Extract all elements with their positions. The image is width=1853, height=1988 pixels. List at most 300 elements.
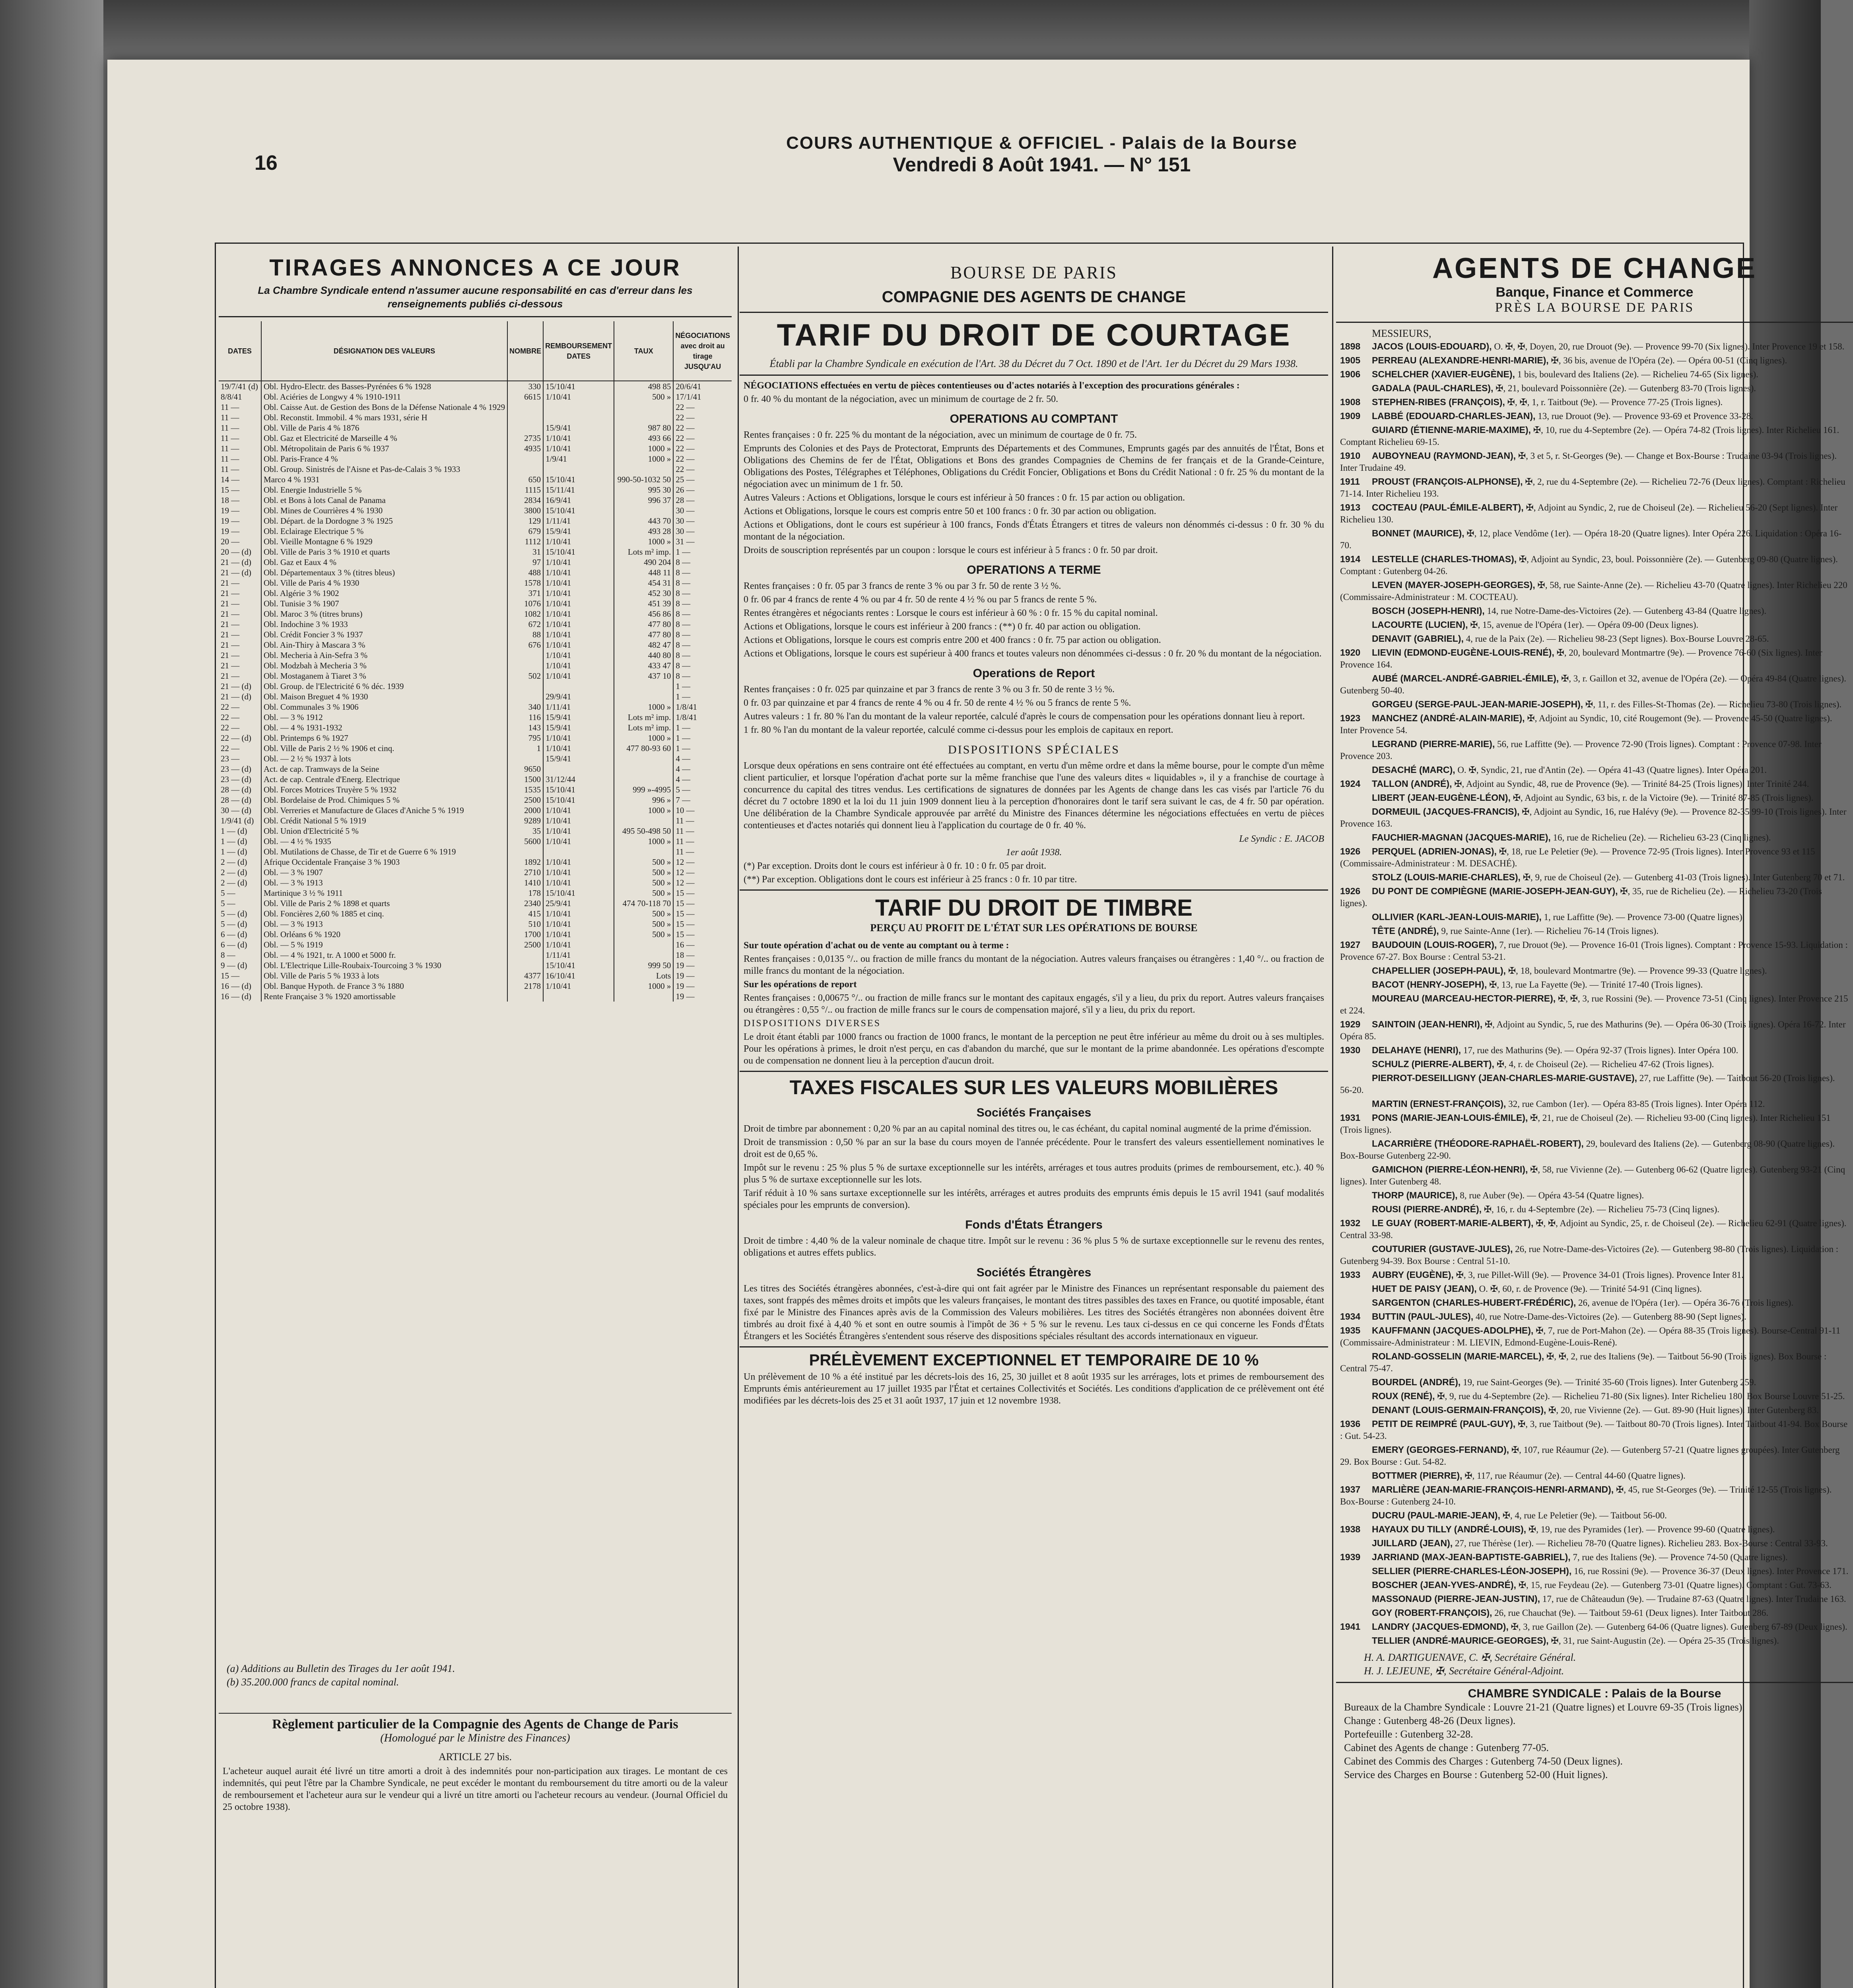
table-cell: 12 — <box>676 857 695 867</box>
table-cell: 5 — (d) <box>219 909 261 919</box>
table-row <box>219 629 732 640</box>
agent-name: PERQUEL (ADRIEN-JONAS), <box>1372 846 1497 856</box>
table-cell: 1/10/41 <box>543 650 614 660</box>
chambre-line: Cabinet des Agents de change : Gutenberg 77-05. <box>1344 1742 1549 1753</box>
table-cell: 18 — <box>676 950 695 960</box>
table-cell: 22 — <box>676 433 695 443</box>
table-cell: 22 — <box>676 413 695 422</box>
table-cell: 15 — <box>676 888 695 898</box>
agent-name: BAUDOUIN (LOUIS-ROGER), <box>1372 940 1497 950</box>
table-cell: 22 — <box>219 712 261 722</box>
list-item <box>1340 424 1849 448</box>
list-item <box>1340 1593 1849 1605</box>
table-cell: Obl. Aciéries de Longwy 4 % 1910-1911 <box>261 392 507 402</box>
table-cell: Lots m² imp. <box>614 712 673 722</box>
table-cell: 1 — (d) <box>219 846 261 857</box>
table-row <box>219 846 732 857</box>
table-cell: 433 47 <box>614 660 673 671</box>
table-cell: 15/11/41 <box>543 485 614 495</box>
table-cell: 16 — (d) <box>219 981 261 991</box>
agent-details: ✠, 31, rue Saint-Augustin (2e). — Opéra 25-35 (Trois lignes). <box>1551 1636 1779 1646</box>
table-cell: 25 — <box>676 475 695 484</box>
prelevement-text: Un prélèvement de 10 % a été institué par les décrets-lois des 16, 25, 30 juillet et 8 août 1935 sur les arrérages, lots et primes de remboursement des Emprunts émis antérieurement au 17 juillet 1935 par l'État et certaines Collectivités et Sociétés. Les conditions d'application de ce prélèvement ont été modifiées par les décrets-lois des 25 et 31 août 1937, 17 juin et 12 novembre 1938. <box>744 1372 1324 1406</box>
table-row <box>219 702 732 712</box>
table-cell: 1/10/41 <box>543 640 614 650</box>
divider <box>1336 322 1853 323</box>
agent-year: 1914 <box>1340 554 1361 564</box>
table-cell: 11 — <box>676 837 694 846</box>
table-cell: 30 — <box>676 506 695 515</box>
agent-name: ROUX (RENÉ), <box>1372 1391 1435 1401</box>
agent-name: LACOURTE (LUCIEN), <box>1372 619 1468 630</box>
agent-name: PIERROT-DESEILLIGNY (JEAN-CHARLES-MARIE-GUSTAVE), <box>1372 1073 1637 1083</box>
table-row <box>219 402 732 412</box>
table-cell: 19 — <box>676 961 695 970</box>
table-cell: 1/10/41 <box>543 836 614 846</box>
table-cell: 15 — <box>676 930 695 939</box>
table-cell: 451 39 <box>614 598 673 609</box>
table-cell: 498 85 <box>614 381 673 392</box>
table-cell: 371 <box>507 588 543 598</box>
list-item <box>1340 1269 1849 1281</box>
table-cell <box>507 753 543 764</box>
table-cell: 23 — (d) <box>219 764 261 774</box>
table-cell: 16 — <box>676 940 695 949</box>
paragraph: Droit de transmission : 0,50 % par an sur la base du cours moyen de l'année précédente. Pour le transfert des valeurs essentiellement nominatives le droit est de 0,65 %. <box>744 1137 1324 1159</box>
table-cell: 4377 <box>507 971 543 981</box>
table-cell: 19/7/41 (d) <box>219 381 261 392</box>
table-row <box>219 578 732 588</box>
agent-year: 1932 <box>1340 1218 1361 1228</box>
table-cell: Obl. Gaz et Electricité de Marseille 4 % <box>261 433 507 443</box>
secretary-line: H. J. LEJEUNE, ✠, Secrétaire Général-Adjoint. <box>1364 1665 1564 1677</box>
table-cell: 8 — <box>676 650 691 660</box>
table-cell: 21 — <box>219 650 261 660</box>
agent-details: ✠, Adjoint au Syndic, 5, rue des Mathurins (9e). — Opéra 06-30 (Trois lignes). Opéra 16-72. Inter Opéra 85. <box>1340 1019 1846 1041</box>
table-cell: 15/10/41 <box>543 795 614 805</box>
table-cell: 116 <box>507 712 543 722</box>
agent-details: ✠, 3, rue Pillet-Will (9e). — Provence 34-01 (Trois lignes). Provence Inter 81. <box>1456 1270 1744 1280</box>
table-cell: 19 — <box>219 516 261 526</box>
table-row <box>219 867 732 878</box>
table-cell: 23 — <box>219 753 261 764</box>
table-cell: 1/10/41 <box>543 909 614 919</box>
timbre-h2: Sur les opérations de report <box>744 979 857 990</box>
table-cell: 1000 » <box>614 443 673 454</box>
table-row <box>219 909 732 919</box>
table-cell: 9289 <box>507 815 543 826</box>
table-cell: Lots <box>614 971 673 981</box>
table-cell: 1/10/41 <box>543 598 614 609</box>
timbre-t1: Rentes françaises : 0,0135 °/.. ou fraction de mille francs du montant de la négociation. Autres valeurs françaises ou étrangères : 1,40 °/.. ou fraction de mille francs du montant de la négociation. <box>744 954 1324 976</box>
table-row <box>219 826 732 836</box>
courtage-company: COMPAGNIE DES AGENTS DE CHANGE <box>882 288 1186 306</box>
table-cell: 795 <box>507 733 543 743</box>
agent-details: 4, rue de la Paix (2e). — Richelieu 98-23 (Sept lignes). Box-Bourse Louvre 28-65. <box>1466 634 1769 644</box>
table-cell: 8 — <box>676 588 691 598</box>
table-cell: Lots m² imp. <box>614 547 673 557</box>
table-cell: 1/10/41 <box>543 733 614 743</box>
table-cell: 8 — <box>676 671 691 681</box>
agent-name: DESACHÉ (MARC), <box>1372 765 1455 775</box>
table-cell: 23 — (d) <box>219 774 261 784</box>
taxes-h2: Fonds d'États Étrangers <box>965 1218 1103 1231</box>
agent-details: ✠, 15, avenue de l'Opéra (1er). — Opéra 09-00 (Deux lignes). <box>1470 620 1699 630</box>
tarifs-column <box>740 247 1328 1988</box>
agent-details: ✠, ✠, 1, r. Taitbout (9e). — Provence 77-25 (Trois lignes). <box>1507 397 1723 407</box>
agent-details: 26, rue Notre-Dame-des-Victoires (2e). — Gutenberg 98-80 (Trois lignes). Liquidation : Gutenberg 94-39. Box Bourse : Central 51-10. <box>1340 1244 1839 1266</box>
table-row <box>219 505 732 516</box>
table-cell: 21 — <box>219 598 261 609</box>
list-item <box>1340 885 1849 909</box>
table-cell <box>507 454 543 464</box>
table-cell: 15/9/41 <box>543 423 614 433</box>
agent-details: ✠, 3, r. Gaillon et 32, avenue de l'Opéra (2e). — Opéra 49-84 (Quatre lignes). Gutenberg 50-40. <box>1340 674 1846 695</box>
table-cell: Obl. — 4 % 1921, tr. A 1000 et 5000 fr. <box>261 950 507 960</box>
list-item <box>1340 925 1849 937</box>
table-cell: 30 — <box>676 516 695 526</box>
table-cell: 1500 <box>507 774 543 784</box>
agent-name: TÊTE (ANDRÉ), <box>1372 926 1439 936</box>
table-cell: Obl. Indochine 3 % 1933 <box>261 619 507 629</box>
paragraph: Actions et Obligations, lorsque le cours est supérieur à 400 francs et toutes valeurs non dénommées ci-dessus : 0 fr. 20 % du montant de la négociation. <box>744 648 1322 659</box>
agent-year: 1906 <box>1340 369 1361 379</box>
list-item <box>1340 527 1849 551</box>
table-cell: Obl. Gaz et Eaux 4 % <box>261 557 507 567</box>
table-cell: 477 80-93 60 <box>614 743 673 753</box>
table-cell: 474 70-118 70 <box>614 898 673 909</box>
agent-name: JUILLARD (JEAN), <box>1372 1538 1453 1548</box>
agent-name: PETIT DE REIMPRÉ (PAUL-GUY), <box>1372 1419 1516 1429</box>
table-cell: 330 <box>507 381 543 392</box>
table-cell: 12 — <box>676 878 695 887</box>
table-cell: 15/10/41 <box>543 505 614 516</box>
table-cell: Obl. et Bons à lots Canal de Panama <box>261 495 507 505</box>
list-item <box>1340 738 1849 762</box>
table-cell: 500 » <box>614 867 673 878</box>
table-cell: 1 — (d) <box>219 836 261 846</box>
courtage-signed: Le Syndic : E. JACOB <box>1239 834 1324 844</box>
table-row <box>219 588 732 598</box>
table-cell: Obl. — 2 ½ % 1937 à lots <box>261 753 507 764</box>
list-item <box>1340 845 1849 870</box>
table-cell: 995 30 <box>614 485 673 495</box>
table-cell: 999 »-4995 <box>614 784 673 795</box>
table-cell <box>543 681 614 691</box>
table-cell: 1082 <box>507 609 543 619</box>
dispositions-text: Lorsque deux opérations en sens contraire ont été effectuées au comptant, en vertu d'un même ordre et dans la même bourse, pour le compte d'un même client particulier, et lorsque l'opération d'achat porte sur la même franchise que l'une des valeurs dites « liquidables », il y a franchise de courtage à concurrence du capital des titres vendus. Les certifications de signatures de données par les Agents de change dans les cas visés par l'article 76 du décret du 7 octobre 1890 et la loi du 11 juin 1909 donnent lieu à la perception d'honoraires dont le tarif sera suivant le cas, de 4 fr. 50 par opération. Une délibération de la Chambre Syndicale approuvée par arrêté du Ministre des Finances détermine les négociations effectuées en vertu de pièces contentieuses et d'actes notariés qui donnent lieu à l'application du courtage de 0 fr. 40 %. <box>744 761 1324 831</box>
list-item <box>1340 605 1849 617</box>
list-item <box>1340 501 1849 526</box>
table-cell: 7 — <box>676 795 691 805</box>
agent-name: DU PONT DE COMPIÈGNE (MARIE-JOSEPH-JEAN-GUY), <box>1372 886 1618 896</box>
table-cell: 440 80 <box>614 650 673 660</box>
table-cell: 1/10/41 <box>543 981 614 991</box>
table-cell: 1/10/41 <box>543 660 614 671</box>
table-cell: 1/10/41 <box>543 392 614 402</box>
table-cell: 2834 <box>507 495 543 505</box>
agents-column <box>1336 247 1853 1988</box>
agent-details: ✠, ✠, 3, rue Rossini (9e). — Provence 73-51 (Cinq lignes). Inter Provence 215 et 224. <box>1340 994 1848 1015</box>
table-row <box>219 650 732 660</box>
taxes-title: TAXES FISCALES SUR LES VALEURS MOBILIÈRES <box>789 1076 1278 1099</box>
table-cell: 8 — <box>676 557 691 567</box>
table-cell <box>507 950 543 960</box>
agent-year: 1934 <box>1340 1311 1361 1322</box>
secretary-line: H. A. DARTIGUENAVE, C. ✠, Secrétaire Général. <box>1364 1652 1576 1663</box>
table-cell: 8 — <box>676 630 691 639</box>
table-cell: 11 — <box>676 847 694 856</box>
table-cell: 500 » <box>614 878 673 888</box>
list-item <box>1340 1537 1849 1549</box>
table-cell: Obl. Reconstit. Immobil. 4 % mars 1931, série H <box>261 412 507 423</box>
taxes-t2: Droit de timbre : 4,40 % de la valeur nominale de chaque titre. Impôt sur le revenu : 36 % plus 5 % de surtaxe exceptionnelle sur le revenu des rentes, obligations et autres effets publics. <box>744 1236 1324 1258</box>
table-cell: 1 — <box>676 733 691 743</box>
list-item <box>1340 1324 1849 1349</box>
table-cell: 15/9/41 <box>543 722 614 733</box>
table-cell: 20 — (d) <box>219 547 261 557</box>
agent-name: LANDRY (JACQUES-EDMOND), <box>1372 1621 1509 1632</box>
agent-details: 7, rue des Italiens (9e). — Provence 74-50 (Quatre lignes). <box>1573 1552 1788 1562</box>
agent-details: ✠, Adjoint au Syndic, 10, cité Rougemont (9e). — Provence 45-50 (Quatre lignes). Inter Provence 54. <box>1340 713 1832 735</box>
table-cell: Obl. Bordelaise de Prod. Chimiques 5 % <box>261 795 507 805</box>
table-cell: 15 — <box>676 909 695 918</box>
agent-name: BONNET (MAURICE), <box>1372 528 1465 538</box>
section-comptant: OPERATIONS AU COMPTANT <box>950 412 1118 425</box>
table-cell <box>614 753 673 764</box>
table-cell: Obl. Caisse Aut. de Gestion des Bons de la Défense Nationale 4 % 1929 <box>261 402 507 412</box>
table-cell: 21 — <box>219 629 261 640</box>
agent-name: ROUSI (PIERRE-ANDRÉ), <box>1372 1204 1482 1214</box>
table-cell: 20 — <box>219 536 261 547</box>
agent-name: DELAHAYE (HENRI), <box>1372 1045 1461 1055</box>
col-header-dates: DATES <box>219 321 261 381</box>
table-cell: 1 — <box>676 744 691 753</box>
table-cell: 454 31 <box>614 578 673 588</box>
table-cell: 500 » <box>614 919 673 929</box>
table-cell <box>507 960 543 971</box>
list-item <box>1340 1418 1849 1442</box>
table-cell: 6 — (d) <box>219 929 261 940</box>
table-cell: 15/9/41 <box>543 526 614 536</box>
table-cell: 6615 <box>507 392 543 402</box>
agent-details: 56, rue Laffitte (9e). — Provence 72-90 (Trois lignes). Comptant : Provence 07-98. Inter Provence 203. <box>1340 739 1822 761</box>
table-cell: 11 — <box>219 443 261 454</box>
table-cell: 1/10/41 <box>543 609 614 619</box>
table-cell: Obl. Ville de Paris 3 % 1910 et quarts <box>261 547 507 557</box>
list-item <box>1340 698 1849 711</box>
agent-details: ✠, Adjoint au Syndic, 48, rue de Provence (9e). — Trinité 84-25 (Trois lignes). Inter Trinité 244. <box>1454 779 1809 789</box>
list-item <box>1340 553 1849 577</box>
table-cell: 11 — <box>676 826 694 836</box>
table-cell <box>614 464 673 474</box>
table-cell: Obl. Départementaux 3 % (titres bleus) <box>261 567 507 578</box>
agent-name: FAUCHIER-MAGNAN (JACQUES-MARIE), <box>1372 832 1551 843</box>
table-cell: 676 <box>507 640 543 650</box>
paragraph: Rentes étrangères et négociants rentes : Lorsque le cours est inférieur à 60 % : 0 fr. 15 % du capital nominal. <box>744 608 1158 618</box>
table-row <box>219 443 732 454</box>
table-row <box>219 971 732 981</box>
table-row <box>219 805 732 815</box>
table-cell: 4 — <box>676 754 691 763</box>
table-cell: 21 — (d) <box>219 691 261 702</box>
agent-name: OLLIVIER (KARL-JEAN-LOUIS-MARIE), <box>1372 912 1542 922</box>
table-cell: 15/10/41 <box>543 381 614 392</box>
table-cell: 16/10/41 <box>543 971 614 981</box>
table-cell: 1115 <box>507 485 543 495</box>
taxes-t3: Les titres des Sociétés étrangères abonnées, c'est-à-dire qui ont fait agréer par le Ministre des Finances un représentant responsable du paiement des taxes, sont frappés des mêmes droits et impôts que les valeurs françaises, le montant des titres passibles des taxes en France, ou quotité imposable, étant fixé par le Ministre des Finances après avis de la Commission des Valeurs mobilières. Les titres des Sociétés étrangères non abonnées doivent être timbrés au droit fixé à 4,40 % et sont en outre soumis à l'impôt de 36 + 5 % sur le revenu. Les taux ci-dessus en ce qui concerne les Fonds d'États Étrangers et les Sociétés Étrangères s'entendent sous réserve des dispositions spéciales résultant des accords internationaux en vigueur. <box>744 1283 1324 1342</box>
table-cell: 14 — <box>219 474 261 485</box>
tirages-footnotes <box>227 1662 724 1689</box>
table-cell: 1/11/41 <box>543 702 614 712</box>
agent-details: ✠, 11, r. des Filles-St-Thomas (2e). — Richelieu 73-80 (Trois lignes). <box>1585 699 1842 709</box>
table-cell: 2000 <box>507 805 543 815</box>
table-cell: 415 <box>507 909 543 919</box>
table-row <box>219 516 732 526</box>
table-cell: Obl. — 3 % 1913 <box>261 878 507 888</box>
agent-details: ✠, 107, rue Réaumur (2e). — Gutenberg 57-21 (Quatre lignes groupées). Inter Gutenberg 29. Box Bourse : Gut. 54-82. <box>1340 1445 1840 1467</box>
list-item <box>1340 1444 1849 1468</box>
list-item <box>1340 992 1849 1017</box>
agent-details: ✠, Adjoint au Syndic, 23, boul. Poissonnière (2e). — Gutenberg 09-80 (Quatre lignes). Comptant : Gutenberg 04-26. <box>1340 554 1838 576</box>
table-cell: 3800 <box>507 505 543 516</box>
agent-year: 1941 <box>1340 1621 1361 1632</box>
agent-details: O. ✠, 60, r. de Provence (9e). — Trinité 54-91 (Cinq lignes). <box>1479 1284 1702 1294</box>
agent-name: LEGRAND (PIERRE-MARIE), <box>1372 739 1495 749</box>
agent-year: 1938 <box>1340 1524 1361 1534</box>
table-cell: 1/10/41 <box>543 929 614 940</box>
table-cell: 5 — <box>219 888 261 898</box>
table-row <box>219 433 732 443</box>
list-item <box>1340 1509 1849 1522</box>
table-row <box>219 733 732 743</box>
table-cell: 510 <box>507 919 543 929</box>
table-cell: 1/10/41 <box>543 671 614 681</box>
list-item <box>1340 1072 1849 1096</box>
table-cell: 482 47 <box>614 640 673 650</box>
table-cell: 1/11/41 <box>543 950 614 960</box>
table-cell: 1/10/41 <box>543 567 614 578</box>
table-row <box>219 567 732 578</box>
tirages-rule <box>219 316 732 317</box>
table-cell: 21 — (d) <box>219 681 261 691</box>
table-cell: 11 — <box>219 464 261 474</box>
paragraph: 0 fr. 06 par 4 francs de rente 4 % ou par 4 fr. 50 de rente 4 ½ % ou par 5 francs de rente 5 %. <box>744 594 1097 605</box>
table-cell: 1/10/41 <box>543 536 614 547</box>
agent-name: COCTEAU (PAUL-ÉMILE-ALBERT), <box>1372 502 1524 513</box>
list-item <box>1340 978 1849 991</box>
table-cell: 1 — (d) <box>219 826 261 836</box>
table-row <box>219 857 732 867</box>
paragraph: Droits de souscription représentés par un coupon : lorsque le cours est inférieur à 5 francs : 0 fr. 50 par droit. <box>744 545 1158 555</box>
table-cell: 10 — <box>676 806 695 815</box>
agent-year: 1939 <box>1340 1552 1361 1562</box>
reglement-section <box>219 1710 732 1815</box>
list-item <box>1340 410 1849 422</box>
section-terme: OPERATIONS A TERME <box>967 563 1101 577</box>
taxes-h1: Sociétés Françaises <box>976 1106 1092 1119</box>
agent-details: ✠, Adjoint au Syndic, 2, rue de Choiseul (2e). — Richelieu 56-20 (Sept lignes). Inter Richelieu 130. <box>1340 503 1838 524</box>
table-cell: 21 — <box>219 660 261 671</box>
table-cell <box>614 991 673 1002</box>
table-cell: 996 37 <box>614 495 673 505</box>
table-row <box>219 991 732 1002</box>
table-cell: 1 — <box>676 547 691 557</box>
table-cell: 22 — <box>676 464 695 474</box>
table-cell: 340 <box>507 702 543 712</box>
agent-name: STOLZ (LOUIS-MARIE-CHARLES), <box>1372 872 1521 882</box>
table-cell <box>614 774 673 784</box>
table-row <box>219 722 732 733</box>
table-row <box>219 743 732 753</box>
agent-details: 17, rue de Châteaudun (9e). — Trudaine 87-63 (Quatre lignes). Inter Trudaine 163. <box>1542 1594 1846 1604</box>
table-cell: Obl. Orléans 6 % 1920 <box>261 929 507 940</box>
list-item <box>1340 1098 1849 1110</box>
agent-name: COUTURIER (GUSTAVE-JULES), <box>1372 1244 1513 1254</box>
table-row <box>219 423 732 433</box>
table-cell: 11 — <box>219 412 261 423</box>
agent-details: O. ✠, Syndic, 21, rue d'Antin (2e). — Opéra 41-43 (Quatre lignes). Inter Opéra 201. <box>1457 765 1767 775</box>
table-cell: 15/10/41 <box>543 784 614 795</box>
agent-year: 1913 <box>1340 502 1361 513</box>
table-cell: Obl. — 5 % 1919 <box>261 940 507 950</box>
agent-year: 1936 <box>1340 1419 1361 1429</box>
agent-name: BACOT (HENRY-JOSEPH), <box>1372 979 1487 990</box>
list-item <box>1340 792 1849 804</box>
agent-year: 1926 <box>1340 886 1361 896</box>
tirages-table <box>219 321 732 1002</box>
col-header-remb-dates: REMBOURSEMENT DATES <box>543 321 614 381</box>
table-cell: 22 — <box>676 402 695 412</box>
table-cell: Obl. Ville de Paris 2 ½ % 1906 et cinq. <box>261 743 507 753</box>
agent-details: ✠, 15, rue Feydeau (2e). — Gutenberg 73-01 (Quatre lignes). Comptant : Gut. 73-63. <box>1518 1580 1832 1590</box>
table-cell: 22 — <box>219 702 261 712</box>
table-cell: 16/9/41 <box>543 495 614 505</box>
table-row <box>219 526 732 536</box>
table-cell: 2340 <box>507 898 543 909</box>
list-item <box>1340 1058 1849 1070</box>
agent-details: 27, rue Laffitte (9e). — Taitbout 56-20 (Trois lignes). 56-20. <box>1340 1073 1835 1095</box>
table-cell: 8 — <box>676 640 691 650</box>
paragraph: Impôt sur le revenu : 25 % plus 5 % de surtaxe exceptionnelle sur les intérêts, arrérages et tous autres produits (primes de remboursement, etc.). 40 % plus 5 % de surtaxe exceptionnelle sur les lots. <box>744 1163 1324 1185</box>
agent-year: 1909 <box>1340 411 1361 421</box>
table-row <box>219 464 732 474</box>
agent-details: O. ✠, ✠, Doyen, 20, rue Drouot (9e). — Provence 99-70 (Six lignes). Inter Provence 19 et 158. <box>1494 342 1845 351</box>
courtage-note: (**) Par exception. Obligations dont le cours est inférieur à 25 francs : 0 fr. 10 par titre. <box>744 874 1077 885</box>
table-cell: 19 — <box>219 505 261 516</box>
table-row <box>219 940 732 950</box>
table-cell <box>543 402 614 412</box>
agent-name: SCHELCHER (XAVIER-EUGÈNE), <box>1372 369 1515 379</box>
agent-details: 13, rue Drouot (9e). — Provence 93-69 et Provence 33-28. <box>1538 411 1753 421</box>
list-item <box>1340 965 1849 977</box>
agent-details: ✠, Adjoint au Syndic, 63 bis, r. de la Victoire (9e). — Trinité 87-85 (Trois lignes). <box>1513 793 1814 803</box>
agent-year: 1930 <box>1340 1045 1361 1055</box>
agent-details: ✠, ✠, Adjoint au Syndic, 25, r. de Choiseul (2e). — Richelieu 62-91 (Quatre lignes). Central 33-98. <box>1340 1218 1847 1240</box>
table-cell: Obl. Foncières 2,60 % 1885 et cinq. <box>261 909 507 919</box>
page-number: 16 <box>254 151 278 175</box>
table-cell: 21 — <box>219 671 261 681</box>
table-cell: Obl. — 3 % 1913 <box>261 919 507 929</box>
agent-year: 1935 <box>1340 1325 1361 1336</box>
agent-year: 1898 <box>1340 341 1361 351</box>
table-row <box>219 950 732 960</box>
table-cell: 31 <box>507 547 543 557</box>
agent-details: 7, rue Drouot (9e). — Provence 16-01 (Trois lignes). Comptant : Provence 15-93. Liquidation : Provence 67-27. Box Bourse : Central 53-21. <box>1340 940 1848 962</box>
agent-name: PONS (MARIE-JEAN-LOUIS-ÉMILE), <box>1372 1112 1528 1123</box>
table-cell: 437 10 <box>614 671 673 681</box>
table-cell: 1 <box>507 743 543 753</box>
